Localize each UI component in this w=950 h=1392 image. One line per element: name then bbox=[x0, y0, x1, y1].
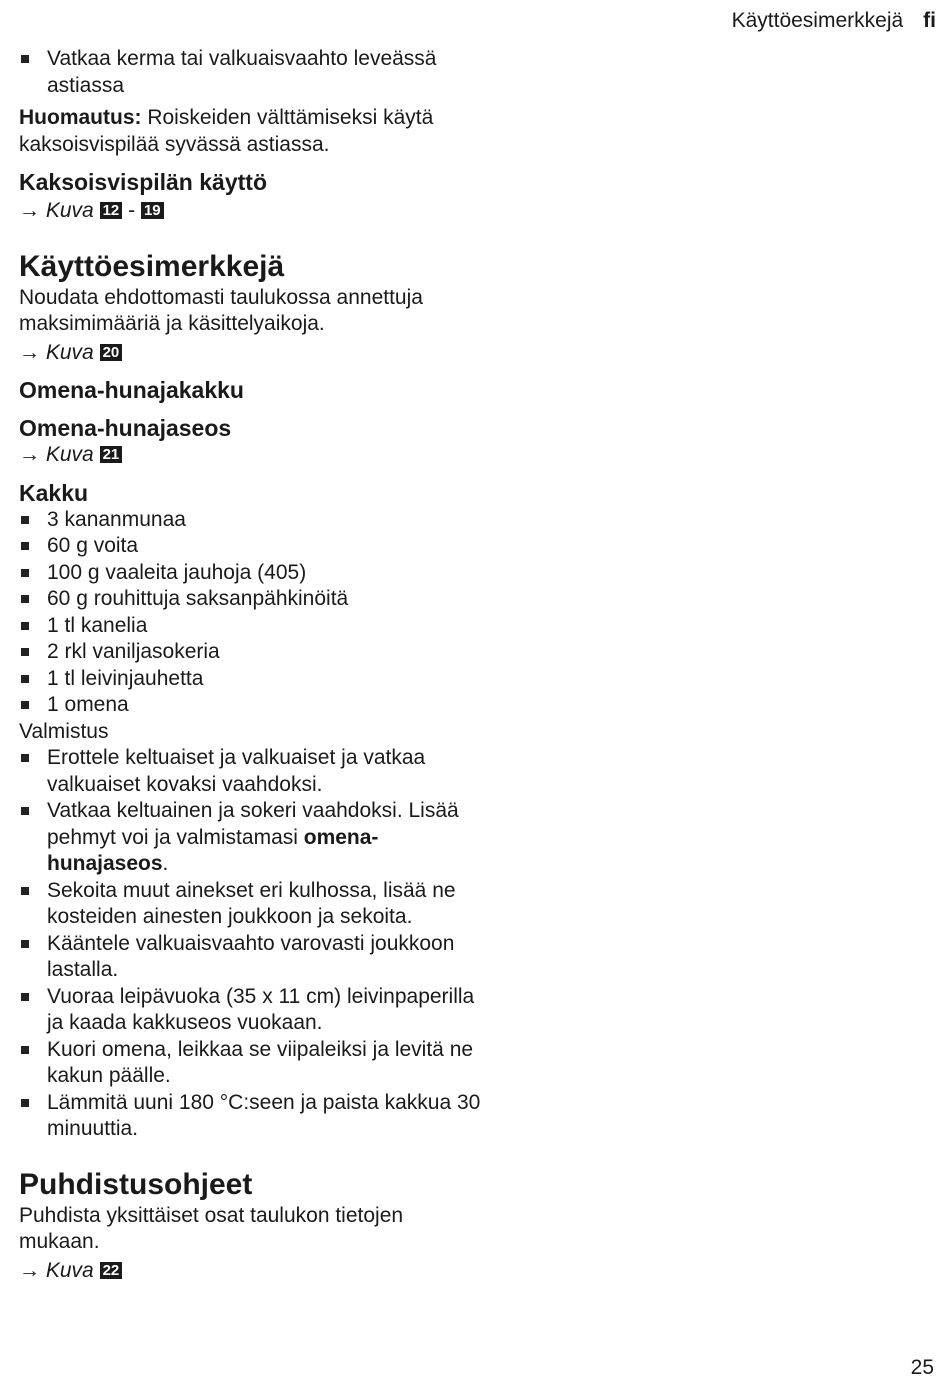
list-item bbox=[19, 798, 489, 878]
cake-heading: Kakku bbox=[19, 479, 89, 506]
figure-reference bbox=[19, 442, 489, 469]
content-column bbox=[19, 46, 489, 1284]
arrow-icon: → bbox=[19, 340, 40, 364]
list-item: Kuori omena, leikkaa se viipaleiksi ja levitä ne kakun päälle. bbox=[19, 1037, 489, 1090]
list-item: 2 rkl vaniljasokeria bbox=[19, 639, 489, 666]
list-item: Erottele keltuaiset ja valkuaiset ja vatkaa valkuaiset kovaksi vaahdoksi. bbox=[19, 745, 489, 798]
note-text: Roiskeiden välttämiseksi käytä kaksoisvispilää syvässä astiassa. bbox=[19, 106, 434, 156]
step-text: Vatkaa keltuainen ja sokeri vaahdoksi. Lisää pehmyt voi ja valmistamasi bbox=[47, 799, 459, 849]
section-heading-cleaning: Puhdistusohjeet bbox=[19, 1167, 253, 1201]
figure-reference bbox=[19, 340, 489, 367]
list-item: 60 g rouhittuja saksanpähkinöitä bbox=[19, 586, 489, 613]
section-heading-examples: Käyttöesimerkkejä bbox=[19, 249, 285, 283]
examples-text: Noudata ehdottomasti taulukossa annettuja maksimimääriä ja käsittelyaikoja. bbox=[19, 285, 423, 335]
list-item: 100 g vaaleita jauhoja (405) bbox=[19, 560, 489, 587]
list-item: 60 g voita bbox=[19, 533, 489, 560]
recipe-heading: Omena-hunajakakku bbox=[19, 377, 244, 403]
language-code: fi bbox=[923, 9, 936, 32]
figure-range-separator: - bbox=[128, 199, 136, 222]
figure-ref-word: Kuva bbox=[45, 1258, 94, 1282]
list-item: 1 tl kanelia bbox=[19, 613, 489, 640]
arrow-icon: → bbox=[19, 1258, 40, 1282]
step-bold-text: omena-hunajaseos bbox=[47, 825, 379, 875]
list-item: Lämmitä uuni 180 °C:seen ja paista kakkua 30 minuuttia. bbox=[19, 1090, 489, 1143]
note-paragraph bbox=[19, 105, 489, 158]
ingredients-list bbox=[19, 507, 489, 719]
list-item: Kääntele valkuaisvaahto varovasti joukkoon lastalla. bbox=[19, 931, 489, 984]
figure-ref-word: Kuva bbox=[45, 199, 94, 222]
method-label: Valmistus bbox=[19, 719, 109, 743]
mix-heading: Omena-hunajaseos bbox=[19, 415, 232, 441]
figure-badge: 20 bbox=[100, 344, 123, 361]
figure-badge: 12 bbox=[100, 202, 123, 219]
page-number: 25 bbox=[910, 1356, 934, 1379]
step-end: . bbox=[162, 852, 169, 875]
section-heading-twin-whisk: Kaksoisvispilän käyttö bbox=[19, 169, 267, 195]
arrow-icon: → bbox=[19, 199, 40, 222]
cleaning-text: Puhdista yksittäiset osat taulukon tietojen mukaan. bbox=[19, 1203, 404, 1253]
list-item: Vuoraa leipävuoka (35 x 11 cm) leivinpaperilla ja kaada kakkuseos vuokaan. bbox=[19, 984, 489, 1037]
list-item: 3 kananmunaa bbox=[19, 507, 489, 534]
figure-ref-word: Kuva bbox=[45, 340, 94, 364]
figure-badge: 22 bbox=[100, 1262, 123, 1279]
list-item: 1 tl leivinjauhetta bbox=[19, 666, 489, 693]
method-steps bbox=[19, 745, 489, 1143]
arrow-icon: → bbox=[19, 443, 40, 466]
header-title: Käyttöesimerkkejä bbox=[731, 9, 904, 32]
figure-ref-word: Kuva bbox=[45, 443, 94, 466]
running-header bbox=[732, 8, 936, 34]
figure-reference bbox=[19, 1258, 489, 1285]
figure-badge: 19 bbox=[141, 202, 164, 219]
figure-badge: 21 bbox=[100, 446, 123, 463]
figure-reference bbox=[19, 198, 489, 225]
list-item: 1 omena bbox=[19, 692, 489, 719]
list-item: Sekoita muut ainekset eri kulhossa, lisää ne kosteiden ainesten joukkoon ja sekoita. bbox=[19, 878, 489, 931]
list-item: Vatkaa kerma tai valkuaisvaahto leveässä astiassa bbox=[19, 46, 489, 99]
note-label: Huomautus: bbox=[19, 106, 142, 129]
